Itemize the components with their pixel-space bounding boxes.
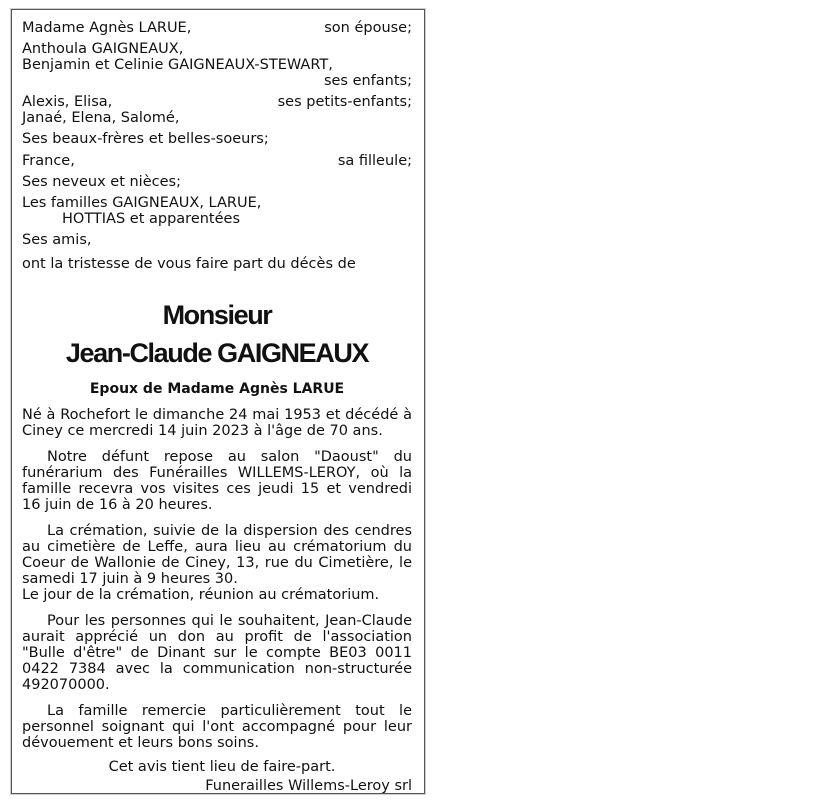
family-member: HOTTIAS et apparentées — [62, 211, 241, 227]
family-line-friends — [22, 232, 412, 248]
family-line-grandchildren — [22, 110, 412, 126]
family-member: Benjamin et Celinie GAIGNEAUX-STEWART, — [22, 57, 333, 73]
deceased-title: Monsieur — [162, 300, 272, 330]
visit-paragraph: Notre défunt repose au salon "Daoust" du funérarium des Funérailles WILLEMS-LEROY, où la famille recevra vos visites ces jeudi 15 et vendredi 16 juin de 16 à 20 heures. — [22, 449, 412, 513]
family-line-families — [22, 211, 412, 227]
family-line-child — [22, 41, 412, 57]
obituary-notice — [11, 9, 425, 794]
family-member: France, — [22, 153, 75, 169]
deceased-spouse: Epoux de Madame Agnès LARUE — [89, 381, 345, 397]
family-member: Ses neveux et nièces; — [22, 174, 181, 190]
family-relation: ses enfants; — [323, 73, 412, 89]
thanks-paragraph: La famille remercie particulièrement tout le personnel soignant qui l'ont accompagné pour leur dévouement et leurs bons soins. — [22, 703, 412, 751]
family-member: Ses amis, — [22, 232, 92, 248]
family-line-in-laws — [22, 131, 412, 147]
family-relation: sa filleule; — [337, 153, 412, 169]
family-member: Janaé, Elena, Salomé, — [22, 110, 180, 126]
signature: Funerailles Willems-Leroy srl — [205, 778, 412, 794]
closing-note: Cet avis tient lieu de faire-part. — [108, 759, 336, 775]
family-member: Les familles GAIGNEAUX, LARUE, — [22, 195, 262, 211]
family-member: Ses beaux-frères et belles-soeurs; — [22, 131, 269, 147]
family-line-goddaughter — [22, 153, 412, 169]
family-member: Alexis, Elisa, — [22, 94, 113, 110]
family-relation: ses petits-enfants; — [277, 94, 412, 110]
announcement-text: ont la tristesse de vous faire part du décès de — [22, 256, 356, 272]
family-member: Anthoula GAIGNEAUX, — [22, 41, 184, 57]
birth-paragraph: Né à Rochefort le dimanche 24 mai 1953 et décédé à Ciney ce mercredi 14 juin 2023 à l'âge de 70 ans. — [22, 407, 412, 439]
announcement — [22, 256, 412, 272]
family-line-children-relation — [22, 73, 412, 89]
deceased-name: Jean-Claude GAIGNEAUX — [65, 338, 369, 368]
donation-paragraph: Pour les personnes qui le souhaitent, Jean-Claude aurait apprécié un don au profit de l'association "Bulle d'être" de Dinant sur le compte BE03 0011 0422 7384 avec la communication non-structurée 492070000. — [22, 613, 412, 693]
family-line-child — [22, 57, 412, 73]
cremation-paragraph: La crémation, suivie de la dispersion des cendres au cimetière de Leffe, aura lieu au crématorium du Coeur de Wallonie de Ciney, 13, rue du Cimetière, le samedi 17 juin à 9 heures 30. — [22, 523, 412, 587]
family-line-families — [22, 195, 412, 211]
family-line-spouse — [22, 20, 412, 36]
family-line-nephews — [22, 174, 412, 190]
family-member: Madame Agnès LARUE, — [22, 20, 192, 36]
family-relation: son épouse; — [324, 20, 412, 36]
family-line-grandchildren — [22, 94, 412, 110]
reunion-paragraph: Le jour de la crémation, réunion au crématorium. — [22, 587, 380, 603]
